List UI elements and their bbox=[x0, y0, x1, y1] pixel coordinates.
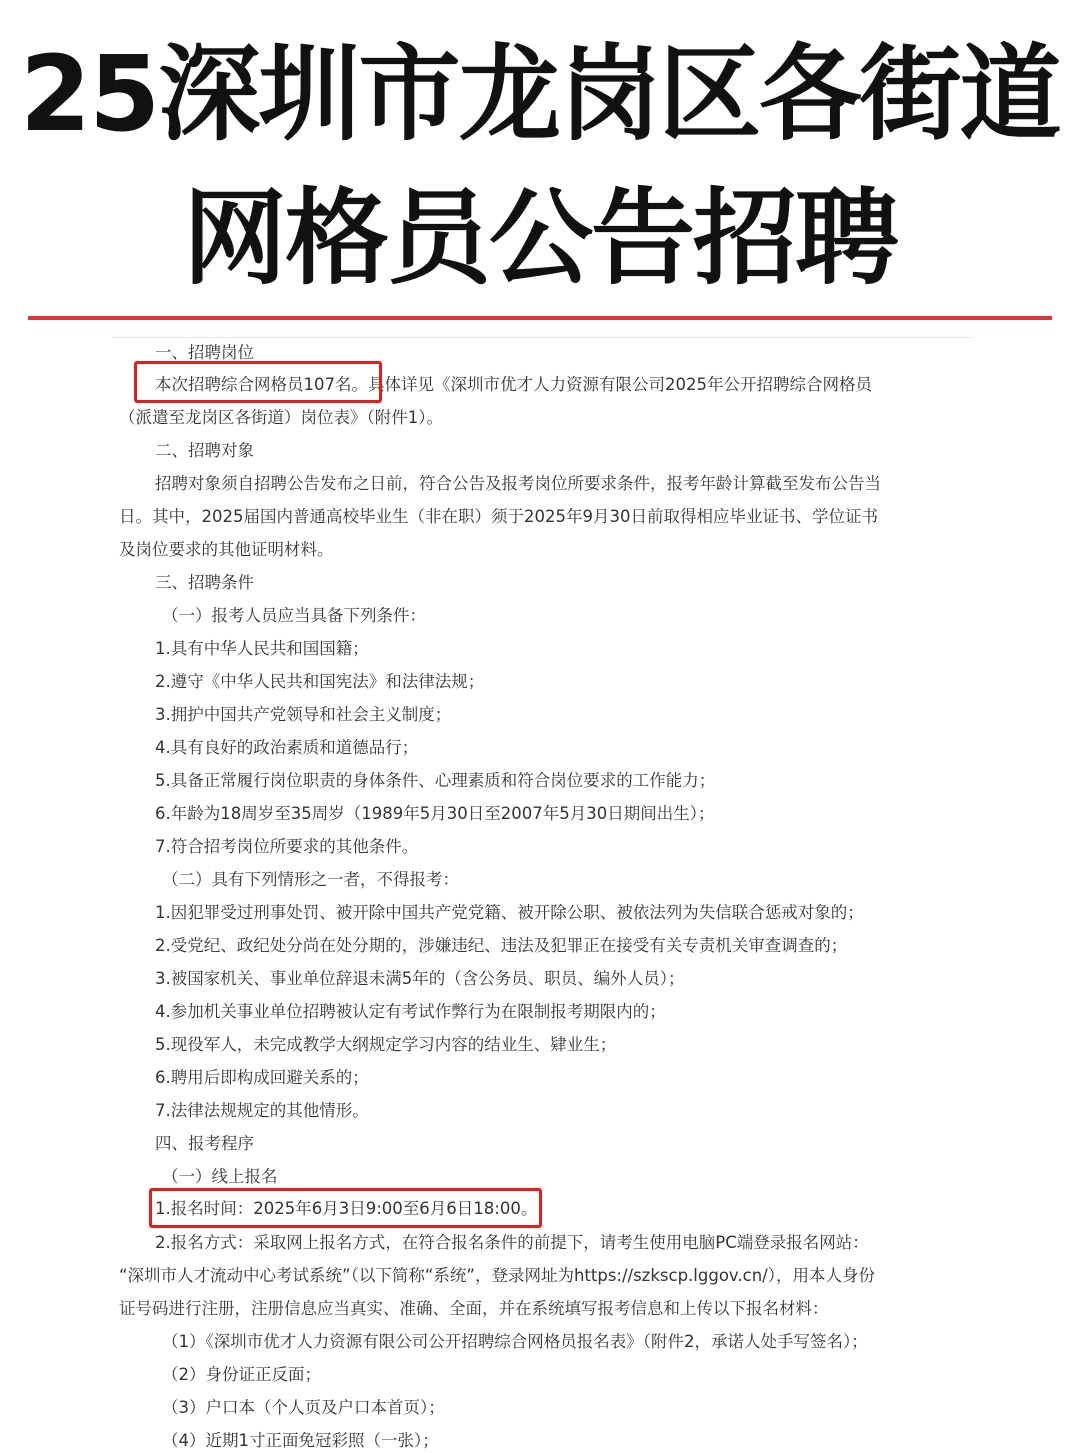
document-top-border bbox=[113, 337, 971, 338]
list-item: 5.现役军人，未完成教学大纲规定学习内容的结业生、肄业生； bbox=[155, 1035, 617, 1054]
list-item: 7.符合招考岗位所要求的其他条件。 bbox=[155, 837, 419, 856]
paragraph-line: 及岗位要求的其他证明材料。 bbox=[119, 540, 334, 559]
subsection-heading: （一）线上报名 bbox=[162, 1167, 278, 1186]
list-item: 6.聘用后即构成回避关系的； bbox=[155, 1068, 369, 1087]
list-item: 3.被国家机关、事业单位辞退未满5年的（含公务员、职员、编外人员）； bbox=[155, 969, 685, 988]
list-item: 7.法律法规规定的其他情形。 bbox=[155, 1101, 369, 1120]
material-item: （4）近期1寸正面免冠彩照（一张）； bbox=[162, 1431, 439, 1450]
list-item: 6.年龄为18周岁至35周岁（1989年5月30日至2007年5月30日期间出生）； bbox=[155, 804, 715, 823]
paragraph-line: 招聘对象须自招聘公告发布之日前，符合公告及报考岗位所要求条件，报考年龄计算截至发布公告当 bbox=[155, 474, 881, 493]
list-item: 1.具有中华人民共和国国籍； bbox=[155, 639, 369, 658]
list-item: 1.因犯罪受过刑事处罚、被开除中国共产党党籍、被开除公职、被依法列为失信联合惩戒对象的； bbox=[155, 903, 864, 922]
list-item: 2.遵守《中华人民共和国宪法》和法律法规； bbox=[155, 672, 485, 691]
paragraph-line: 证号码进行注册，注册信息应当真实、准确、全面，并在系统填写报考信息和上传以下报名材料： bbox=[119, 1299, 829, 1318]
material-item: （2）身份证正反面； bbox=[162, 1365, 321, 1384]
red-divider bbox=[28, 316, 1052, 320]
material-item: （1）《深圳市优才人力资源有限公司公开招聘综合网格员报名表》（附件2，承诺人处手写签名）； bbox=[162, 1332, 868, 1351]
paragraph-line: 本次招聘综合网格员107名。具体详见《深圳市优才人力资源有限公司2025年公开招聘综合网格员 bbox=[155, 375, 872, 394]
section-heading: 四、报考程序 bbox=[155, 1134, 254, 1153]
headline-line-1: 25深圳市龙岗区各街道 bbox=[20, 33, 1060, 155]
list-item: 5.具备正常履行岗位职责的身体条件、心理素质和符合岗位要求的工作能力； bbox=[155, 771, 716, 790]
section-heading: 二、招聘对象 bbox=[155, 441, 254, 460]
material-item: （3）户口本（个人页及户口本首页）； bbox=[162, 1398, 445, 1417]
list-item: 3.拥护中国共产党领导和社会主义制度； bbox=[155, 705, 452, 724]
highlight-box-positions bbox=[134, 361, 382, 403]
paragraph-line: “深圳市人才流动中心考试系统”（以下简称“系统”，登录网址为https://szkscp.lggov.cn/），用本人身份 bbox=[119, 1266, 875, 1285]
paragraph-line: 2.报名方式：采取网上报名方式，在符合报名条件的前提下，请考生使用电脑PC端登录报名网站： bbox=[155, 1233, 869, 1252]
registration-time-line: 1.报名时间：2025年6月3日9:00至6月6日18:00。 bbox=[155, 1199, 538, 1218]
headline-line-2: 网格员公告招聘 bbox=[183, 177, 898, 299]
highlight-box-registration-time bbox=[149, 1188, 542, 1228]
subsection-heading: （二）具有下列情形之一者，不得报考： bbox=[162, 870, 459, 889]
paragraph-line: （派遣至龙岗区各街道）岗位表》（附件1）。 bbox=[119, 408, 443, 427]
section-heading: 三、招聘条件 bbox=[155, 573, 254, 592]
list-item: 2.受党纪、政纪处分尚在处分期的，涉嫌违纪、违法及犯罪正在接受有关专责机关审查调查的； bbox=[155, 936, 848, 955]
paragraph-line: 日。其中，2025届国内普通高校毕业生（非在职）须于2025年9月30日前取得相应毕业证书、学位证书 bbox=[119, 507, 878, 526]
subsection-heading: （一）报考人员应当具备下列条件： bbox=[162, 606, 426, 625]
section-heading: 一、招聘岗位 bbox=[155, 343, 254, 362]
list-item: 4.具有良好的政治素质和道德品行； bbox=[155, 738, 419, 757]
list-item: 4.参加机关事业单位招聘被认定有考试作弊行为在限制报考期限内的； bbox=[155, 1002, 666, 1021]
